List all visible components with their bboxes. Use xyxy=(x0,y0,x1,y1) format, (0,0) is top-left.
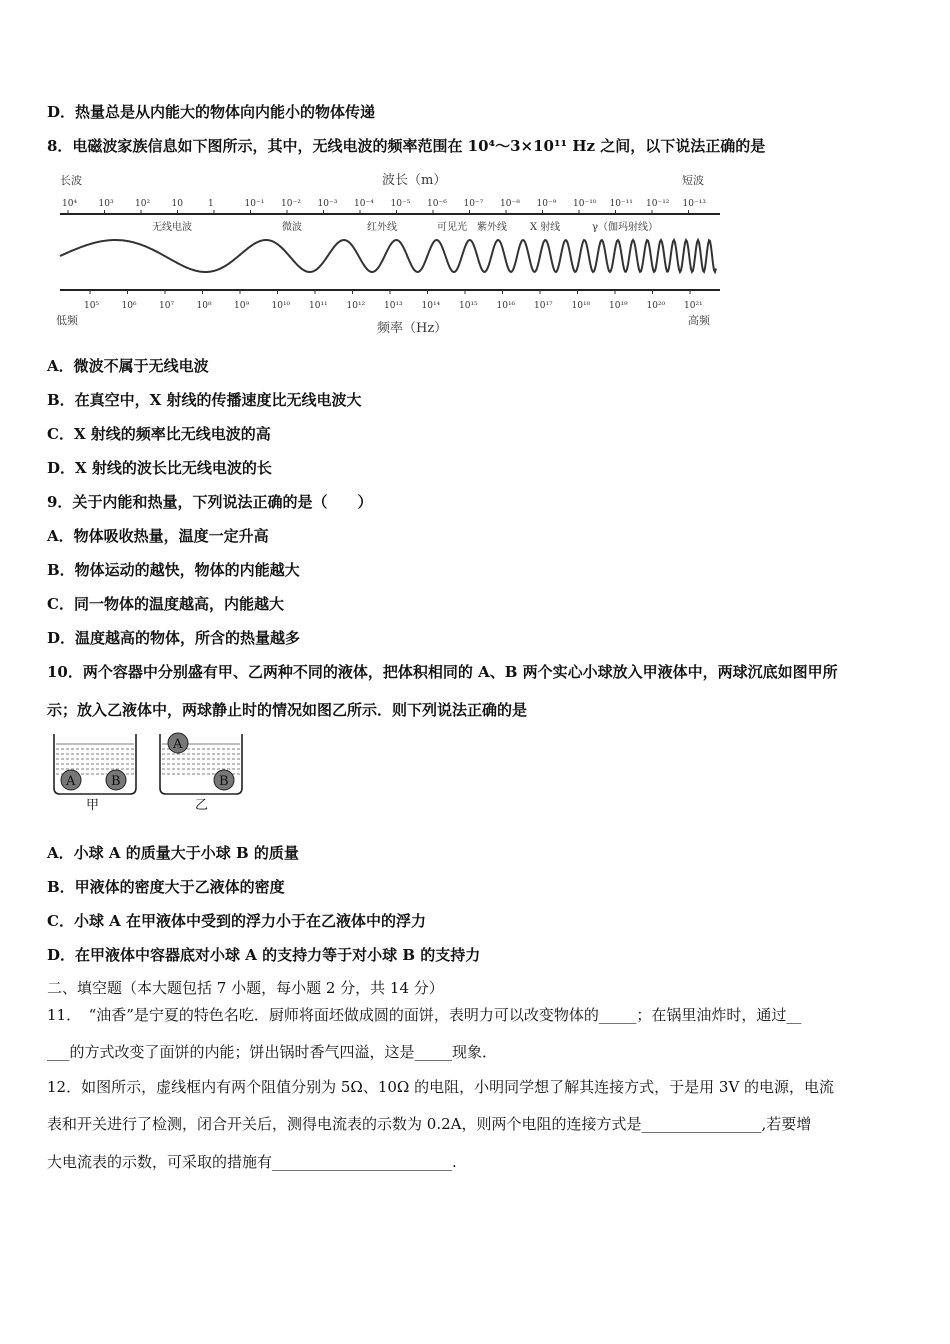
q10-option-b: B．甲液体的密度大于乙液体的密度 xyxy=(47,878,285,896)
low-freq-label: 低频 xyxy=(56,314,78,327)
wavelength-tick-label: 10⁻¹³ xyxy=(682,199,706,209)
frequency-tick-label: 10¹⁴ xyxy=(421,301,441,311)
frequency-tick-label: 10¹⁸ xyxy=(571,301,591,311)
wavelength-tick-label: 10⁻⁶ xyxy=(427,199,447,209)
frequency-tick-label: 10⁵ xyxy=(84,301,100,311)
frequency-tick-label: 10²⁰ xyxy=(646,301,666,311)
q9-option-d: D．温度越高的物体，所含的热量越多 xyxy=(47,629,301,647)
wavelength-tick-label: 10² xyxy=(135,199,151,209)
q8-option-c: C．X 射线的频率比无线电波的高 xyxy=(47,425,271,443)
svg-text:A: A xyxy=(66,774,76,789)
long-wave-label: 长波 xyxy=(60,174,82,187)
frequency-tick-label: 10¹⁰ xyxy=(271,301,291,311)
q9-option-c: C．同一物体的温度越高，内能越大 xyxy=(47,595,284,613)
wavelength-tick-label: 10⁻¹¹ xyxy=(609,199,633,209)
wavelength-tick-label: 10⁻³ xyxy=(317,199,338,209)
frequency-tick-label: 10⁶ xyxy=(121,301,137,311)
q9-option-b: B．物体运动的越快，物体的内能越大 xyxy=(47,561,300,579)
q12-line2: 表和开关进行了检测，闭合开关后，测得电流表的示数为 0.2A，则两个电阻的连接方式是________________,若要增 xyxy=(47,1115,812,1133)
svg-text:B: B xyxy=(219,774,229,789)
wavelength-tick-label: 10⁴ xyxy=(62,199,78,209)
wavelength-tick-label: 10 xyxy=(171,199,183,209)
q10-stem-line2: 示；放入乙液体中，两球静止时的情况如图乙所示．则下列说法正确的是 xyxy=(47,701,528,719)
band-label: 无线电波 xyxy=(152,222,192,233)
frequency-title: 频率（Hz） xyxy=(377,321,448,336)
label-yi: 乙 xyxy=(195,798,209,812)
svg-text:A: A xyxy=(173,737,183,752)
q10-option-c: C．小球 A 在甲液体中受到的浮力小于在乙液体中的浮力 xyxy=(47,912,427,930)
wavelength-tick-label: 10⁻⁵ xyxy=(390,199,411,209)
frequency-tick-label: 10¹⁶ xyxy=(496,301,516,311)
wavelength-title: 波长（m） xyxy=(382,173,447,188)
q12-line1: 12．如图所示，虚线框内有两个阻值分别为 5Ω、10Ω 的电阻，小明同学想了解其连接方式，于是用 3V 的电源，电流 xyxy=(47,1078,835,1096)
q8-option-a: A．微波不属于无线电波 xyxy=(47,357,209,375)
wavelength-tick-label: 10⁻⁷ xyxy=(463,199,484,209)
q12-line3: 大电流表的示数，可采取的措施有________________________. xyxy=(47,1153,457,1171)
high-freq-label: 高频 xyxy=(688,314,710,327)
containers-figure xyxy=(50,730,250,812)
frequency-tick-label: 10¹⁵ xyxy=(459,301,478,311)
frequency-tick-label: 10²¹ xyxy=(684,301,703,311)
frequency-tick-label: 10⁹ xyxy=(234,301,250,311)
q8-stem: 8．电磁波家族信息如下图所示，其中，无线电波的频率范围在 10⁴～3×10¹¹ Hz 之间，以下说法正确的是 xyxy=(47,137,766,155)
wavelength-tick-label: 10⁻² xyxy=(281,199,301,209)
frequency-tick-label: 10¹² xyxy=(346,301,366,311)
q11-line2: ___的方式改变了面饼的内能；饼出锅时香气四溢，这是_____现象． xyxy=(47,1043,498,1061)
frequency-tick-label: 10¹³ xyxy=(384,301,403,311)
q8-option-b: B．在真空中，X 射线的传播速度比无线电波大 xyxy=(47,391,362,409)
frequency-tick-label: 10¹⁷ xyxy=(534,301,553,311)
container-jia xyxy=(54,734,136,812)
q10-stem-line1: 10．两个容器中分别盛有甲、乙两种不同的液体，把体积相同的 A、B 两个实心小球放入甲液体中，两球沉底如图甲所 xyxy=(47,663,838,681)
q7-option-d: D．热量总是从内能大的物体向内能小的物体传递 xyxy=(47,103,376,121)
wavelength-tick-label: 10⁻⁴ xyxy=(354,199,374,209)
band-label: γ（伽玛射线） xyxy=(592,222,658,233)
frequency-tick-label: 10¹¹ xyxy=(309,301,328,311)
em-spectrum-figure xyxy=(52,168,732,340)
wavelength-tick-label: 10⁻⁸ xyxy=(500,199,520,209)
container-yi xyxy=(160,733,242,812)
wavelength-tick-label: 10⁻⁹ xyxy=(536,199,557,209)
label-jia: 甲 xyxy=(86,798,100,812)
wavelength-tick-label: 10⁻¹² xyxy=(646,199,670,209)
band-label: 可见光 xyxy=(437,222,467,233)
band-label: X 射线 xyxy=(530,222,561,233)
frequency-tick-label: 10⁸ xyxy=(196,301,212,311)
short-wave-label: 短波 xyxy=(682,174,704,187)
frequency-tick-label: 10¹⁹ xyxy=(609,301,628,311)
q9-stem: 9．关于内能和热量，下列说法正确的是（ ） xyxy=(47,493,373,511)
wavelength-tick-label: 10⁻¹⁰ xyxy=(573,199,597,209)
q11-line1: 11． “油香”是宁夏的特色名吃．厨师将面坯做成圆的面饼，表明力可以改变物体的_____；在锅里油炸时，通过__ xyxy=(47,1006,802,1024)
svg-text:B: B xyxy=(111,774,121,789)
band-label: 红外线 xyxy=(367,222,397,233)
wavelength-tick-label: 1 xyxy=(208,199,214,209)
q8-option-d: D．X 射线的波长比无线电波的长 xyxy=(47,459,272,477)
band-label: 紫外线 xyxy=(477,222,507,233)
q10-option-a: A．小球 A 的质量大于小球 B 的质量 xyxy=(47,844,299,862)
band-label: 微波 xyxy=(282,222,302,233)
q9-option-a: A．物体吸收热量，温度一定升高 xyxy=(47,527,269,545)
section-2-title: 二、填空题（本大题包括 7 小题，每小题 2 分，共 14 分） xyxy=(47,979,444,997)
wavelength-tick-label: 10⁻¹ xyxy=(244,199,265,209)
q10-option-d: D．在甲液体中容器底对小球 A 的支持力等于对小球 B 的支持力 xyxy=(47,946,481,964)
wavelength-tick-label: 10³ xyxy=(98,199,114,209)
frequency-tick-label: 10⁷ xyxy=(159,301,175,311)
